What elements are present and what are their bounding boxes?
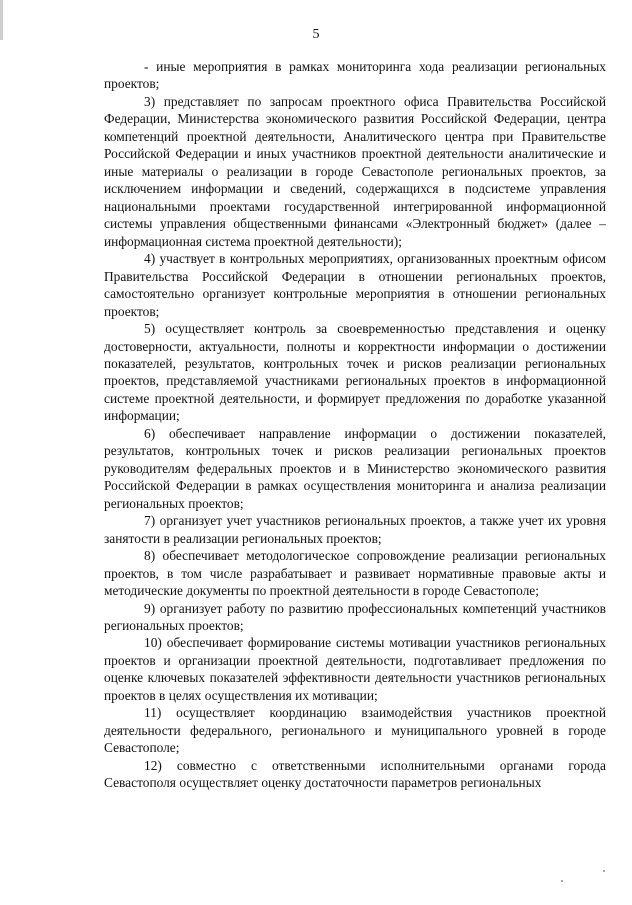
paragraph-item-4: 4) участвует в контрольных мероприятиях, организованных проектным офисом Правительства Российской Федерации в отношении региональных проектов, самостоятельно организует контрольные мероприятия в отношении региональных проектов;	[104, 251, 606, 319]
paragraph-item-9: 9) организует работу по развитию профессиональных компетенций участников региональных проектов;	[104, 600, 606, 633]
scan-speck	[603, 870, 605, 872]
paragraph-item-7: 7) организует учет участников региональных проектов, а также учет их уровня занятости в реализации региональных проектов;	[104, 513, 606, 546]
document-body	[104, 58, 606, 792]
paragraph-list-item-other-events: - иные мероприятия в рамках мониторинга хода реализации региональных проектов;	[104, 59, 606, 92]
paragraph-item-8: 8) обеспечивает методологическое сопровождение реализации региональных проектов, в том числе разрабатывает и развивает нормативные правовые акты и методические документы по проектной деятельности в городе Севастополе;	[104, 548, 606, 599]
paragraph-item-5: 5) осуществляет контроль за своевременностью представления и оценку достоверности, актуальности, полноты и корректности информации о достижении показателей, результатов, контрольных точек и рисков реализации региональных проектов, представляемой участниками региональных проектов в информационной системе проектной деятельности, и формирует предложения по доработке указанной информации;	[104, 321, 606, 424]
page-number: 5	[312, 27, 320, 42]
paragraph-item-11: 11) осуществляет координацию взаимодействия участников проектной деятельности федерального, регионального и муниципального уровней в городе Севастополе;	[104, 705, 606, 756]
paragraph-item-6: 6) обеспечивает направление информации о достижении показателей, результатов, контрольных точек и рисков реализации региональных проектов руководителям федеральных проектов и в Министерство экономического развития Российской Федерации в рамках осуществления мониторинга и анализа реализации региональных проектов;	[104, 425, 606, 511]
paragraph-item-12: 12) совместно с ответственными исполнительными органами города Севастополя осуществляет оценку достаточности параметров региональных	[104, 757, 606, 791]
paragraph-item-3: 3) представляет по запросам проектного офиса Правительства Российской Федерации, Министерства экономического развития Российской Федерации, центра компетенций проектной деятельности, Аналитического центра при Правительстве Российской Федерации и иных участников проектной деятельности аналитические и иные материалы о реализации в городе Севастополе региональных проектов, за исключением информации и сведений, содержащихся в подсистеме управления национальными проектами государственной интегрированной информационной системы управления общественными финансами «Электронный бюджет» (далее – информационная система проектной деятельности);	[104, 93, 606, 249]
paragraph-item-10: 10) обеспечивает формирование системы мотивации участников региональных проектов и организации проектной деятельности, подготавливает предложения по оценке ключевых показателей эффективности деятельности участников региональных проектов в целях осуществления их мотивации;	[104, 635, 606, 703]
scan-speck	[561, 880, 563, 882]
